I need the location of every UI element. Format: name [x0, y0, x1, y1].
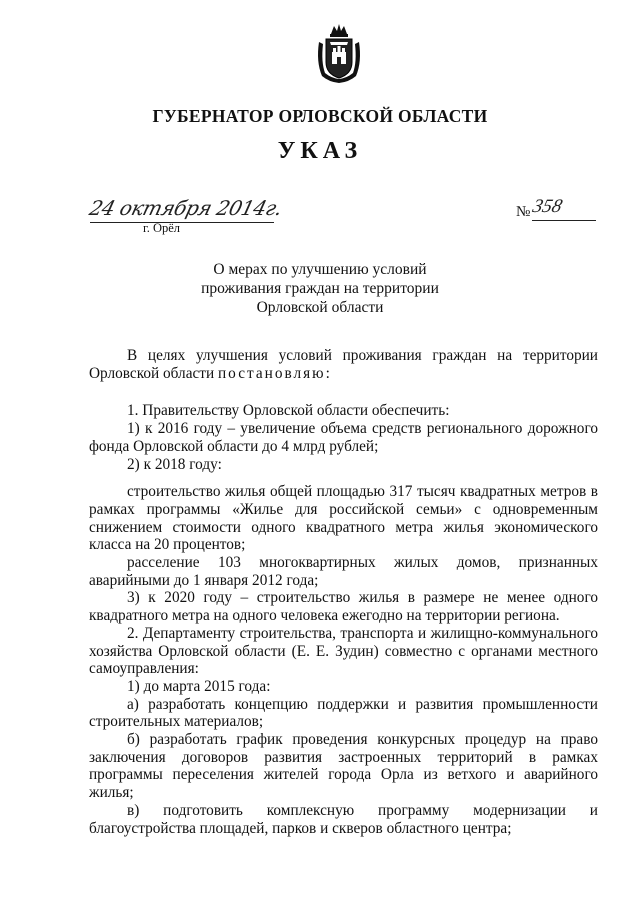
issuer-title: ГУБЕРНАТОР ОРЛОВСКОЙ ОБЛАСТИ	[152, 106, 488, 126]
subject-line: О мерах по улучшению условий	[213, 261, 427, 278]
clause-2: 2. Департаменту строительства, транспорта и жилищно-коммунального хозяйства Орловской области (Е. Е. Зудин) совместно с органами местного самоуправления:	[89, 624, 598, 678]
clause-1-2-a: строительство жилья общей площадью 317 тысяч квадратных метров в рамках программы «Жилье для российской семьи» с одновременным снижением стоимости одного квадратного метра жилья экономического класса на 20 процентов;	[89, 483, 598, 554]
clause-2-1-a: а) разработать концепцию поддержки и развития промышленности строительных материалов;	[89, 695, 598, 731]
clause-1-1: 1) к 2016 году – увеличение объема средств регионального дорожного фонда Орловской области до 4 млрд рублей;	[89, 420, 598, 455]
document-date-handwritten: 24 октября 2014г.	[87, 196, 285, 220]
clause-2-1: 1) до марта 2015 года:	[127, 677, 271, 695]
document-number-handwritten: 358	[530, 196, 565, 217]
date-underline	[90, 222, 274, 223]
clause-1-2-b: расселение 103 многоквартирных жилых домов, признанных аварийными до 1 января 2012 года;	[89, 554, 598, 589]
document-body	[89, 347, 598, 837]
subject-line: проживания граждан на территории	[201, 280, 439, 297]
document-city: г. Орёл	[143, 221, 181, 235]
number-underline	[532, 220, 596, 221]
clause-2-1-b: б) разработать график проведения конкурсных процедур на право заключения договоров развития застроенных территорий в рамках программы переселения жителей города Орла из ветхого и аварийного жилья;	[89, 731, 598, 802]
preamble-text: В целях улучшения условий проживания граждан на территории Орловской области	[89, 347, 598, 382]
preamble-decree-word: постановляю:	[217, 364, 332, 382]
coat-of-arms-icon	[314, 22, 364, 84]
preamble-paragraph	[89, 347, 598, 382]
document-subject	[0, 260, 640, 317]
document-type-title: УКАЗ	[277, 138, 363, 164]
clause-1: 1. Правительству Орловской области обеспечить:	[127, 402, 450, 420]
subject-line: Орловской области	[256, 299, 384, 316]
clause-1-2: 2) к 2018 году:	[127, 455, 222, 473]
clause-2-1-c: в) подготовить комплексную программу модернизации и благоустройства площадей, парков и скверов областного центра;	[89, 801, 598, 837]
document-number-label: №	[516, 204, 531, 220]
clause-1-3: 3) к 2020 году – строительство жилья в размере не менее одного квадратного метра на одного человека ежегодно на территории региона.	[89, 589, 598, 625]
